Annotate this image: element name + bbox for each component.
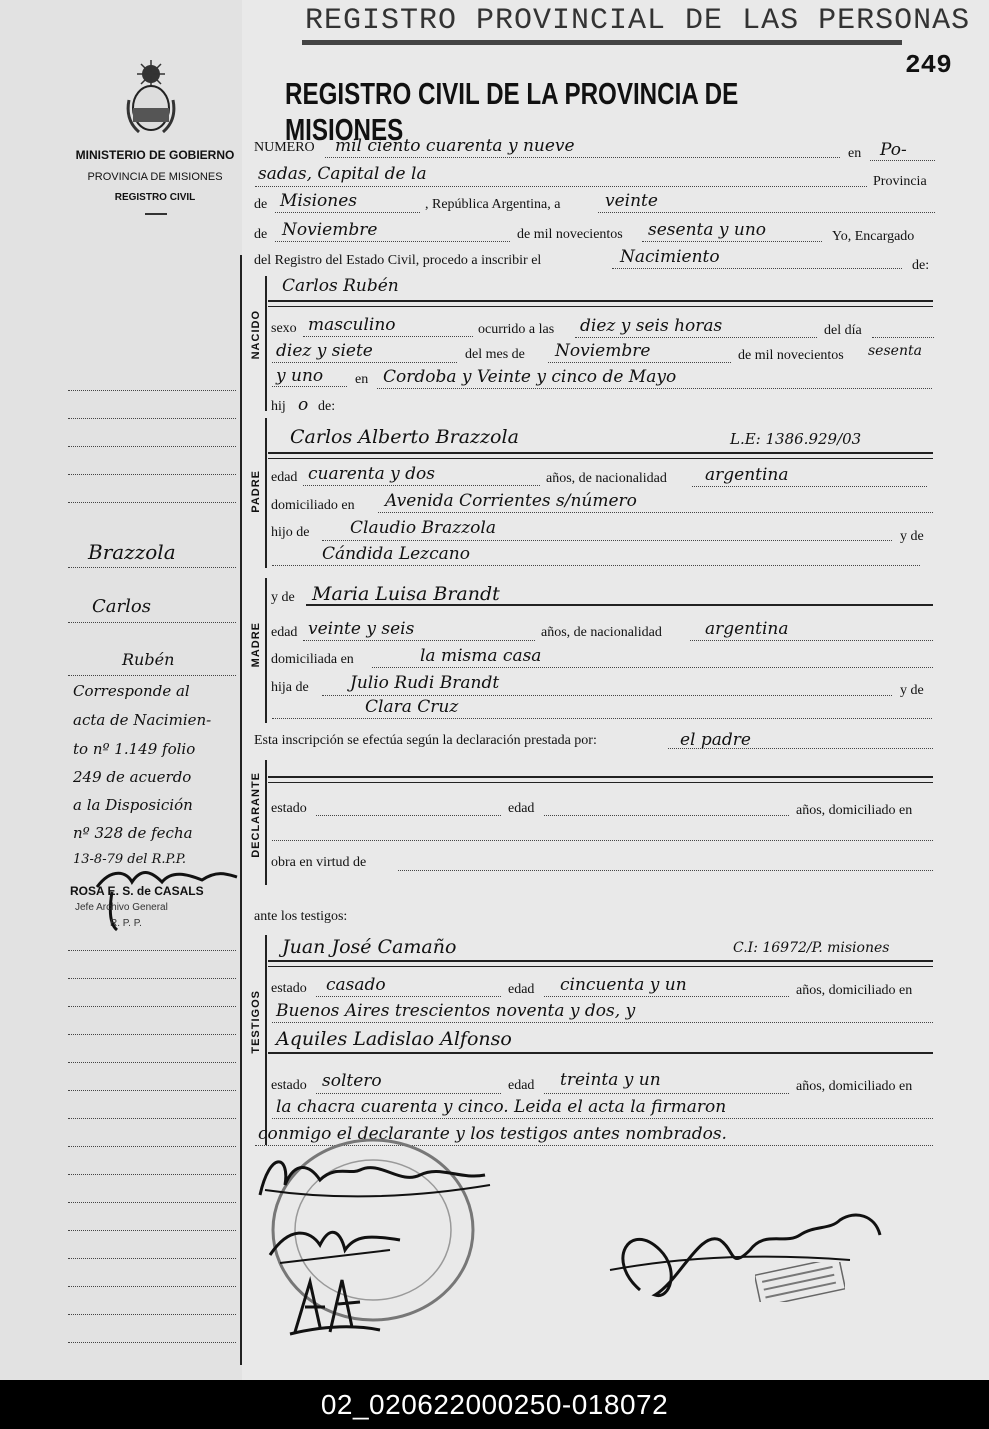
anio-value-a: sesenta <box>868 343 922 359</box>
margin-line-1: Corresponde al <box>73 682 190 700</box>
padre-mother-value: Cándida Lezcano <box>322 544 470 564</box>
page-title: REGISTRO CIVIL DE LA PROVINCIA DE MISIONES <box>285 76 739 147</box>
padre-name: Carlos Alberto Brazzola <box>290 426 519 448</box>
nacido-name: Carlos Rubén <box>282 276 399 296</box>
republica-label: , República Argentina, a <box>425 197 561 212</box>
madre-yde2-label: y de <box>900 683 924 698</box>
t1-estado-label: estado <box>271 981 307 996</box>
margin-divider <box>240 255 242 1365</box>
padre-anios-label: años, de nacionalidad <box>546 471 667 486</box>
madre-mother-value: Clara Cruz <box>365 697 459 717</box>
t2-anios-label: años, domiciliado en <box>796 1079 913 1094</box>
padre-hijo-label: hijo de <box>271 525 310 540</box>
declarante-anios-label: años, domiciliado en <box>796 803 913 818</box>
margin-given2: Rubén <box>122 650 175 669</box>
year-value: sesenta y uno <box>648 220 767 240</box>
declarante-edad-label: edad <box>508 801 535 816</box>
section-nacido: NACIDO <box>250 310 262 360</box>
t2-estado-label: estado <box>271 1078 307 1093</box>
t2-dom: la chacra cuarenta y cinco. Leida el acta la firmaron <box>276 1097 727 1117</box>
margin-line-4: 249 de acuerdo <box>73 768 192 786</box>
del-mes-label: del mes de <box>465 347 525 362</box>
margin-line-5: a la Disposición <box>73 796 193 814</box>
testigos-label: ante los testigos: <box>254 909 348 924</box>
hora-value: diez y seis horas <box>580 316 723 336</box>
margin-given1: Carlos <box>92 596 151 617</box>
registry-stamp: REGISTRO PROVINCIAL DE LAS PERSONAS <box>305 4 971 38</box>
numero-label: NUMERO <box>254 140 315 155</box>
section-testigos: TESTIGOS <box>250 990 262 1054</box>
madre-dom-value: la misma casa <box>420 646 542 666</box>
declarant-signature-icon <box>250 1145 510 1215</box>
ministry-name: MINISTERIO DE GOBIERNO <box>75 148 235 162</box>
numero-value: mil ciento cuarenta y nueve <box>335 136 575 156</box>
de2-label: de <box>254 227 268 242</box>
declaracion-label: Esta inscripción se efectúa según la declaración prestada por: <box>254 733 597 748</box>
section-padre: PADRE <box>250 470 262 513</box>
de-label: de <box>254 197 268 212</box>
padre-edad-label: edad <box>271 470 298 485</box>
city-value: sadas, Capital de la <box>258 164 427 184</box>
margin-surname: Brazzola <box>88 540 176 564</box>
page-number: 249 <box>905 50 952 80</box>
hijo-value: o <box>298 395 309 415</box>
madre-edad-value: veinte y seis <box>308 619 415 639</box>
declaracion-value: el padre <box>680 730 751 750</box>
t2-edad-label: edad <box>508 1078 535 1093</box>
padre-nac-value: argentina <box>705 465 789 485</box>
t2-estado: soltero <box>322 1071 382 1091</box>
del-dia-label: del día <box>824 323 862 338</box>
document-id-footer: 02_020622000250-018072 <box>0 1380 989 1429</box>
madre-nac-value: argentina <box>705 619 789 639</box>
margin-stamp-name: ROSA E. S. de CASALS <box>70 884 204 898</box>
act-type-value: Nacimiento <box>620 247 720 267</box>
madre-edad-label: edad <box>271 625 298 640</box>
margin-stamp-office: R. P. P. <box>110 918 142 929</box>
mes-value: Noviembre <box>555 341 651 361</box>
padre-dom-label: domiciliado en <box>271 498 355 513</box>
registrar-stamp-icon <box>755 1262 845 1302</box>
t1-edad-label: edad <box>508 982 535 997</box>
province-value: Misiones <box>280 191 357 211</box>
margin-stamp-role: Jefe Archivo General <box>75 902 168 913</box>
provincia-label: Provincia <box>873 174 927 189</box>
day-value: veinte <box>605 191 658 211</box>
t1-doc: C.I: 16972/P. misiones <box>733 940 890 956</box>
ocurrido-label: ocurrido a las <box>478 322 555 337</box>
mil-label: de mil novecientos <box>738 348 844 363</box>
padre-dom-value: Avenida Corrientes s/número <box>385 491 637 511</box>
dia-value: diez y siete <box>276 341 373 361</box>
t1-estado: casado <box>326 975 386 995</box>
section-declarante: DECLARANTE <box>250 772 262 858</box>
t2-name: Aquiles Ladislao Alfonso <box>276 1028 512 1050</box>
de3-label: de: <box>912 258 930 273</box>
margin-line-7: 13-8-79 del R.P.P. <box>73 852 186 867</box>
declarante-estado-label: estado <box>271 801 307 816</box>
en-value: Po- <box>880 140 907 160</box>
t2-edad: treinta y un <box>560 1070 661 1090</box>
t1-anios-label: años, domiciliado en <box>796 983 913 998</box>
padre-yde-label: y de <box>900 529 924 544</box>
madre-father-value: Julio Rudi Brandt <box>350 673 500 693</box>
madre-anios-label: años, de nacionalidad <box>541 625 662 640</box>
t1-edad: cincuenta y un <box>560 975 687 995</box>
lugar-value: Cordoba y Veinte y cinco de Mayo <box>383 367 677 387</box>
madre-hija-label: hija de <box>271 680 309 695</box>
yo-label: Yo, Encargado <box>832 229 915 244</box>
padre-father-value: Claudio Brazzola <box>350 518 496 538</box>
madre-name: Maria Luisa Brandt <box>312 583 500 605</box>
margin-line-2: acta de Nacimien- <box>73 711 212 729</box>
hijo-label: hij <box>271 399 286 414</box>
year-label: de mil novecientos <box>517 227 623 242</box>
witness2-signature-icon <box>280 1272 390 1342</box>
madre-yde-label: y de <box>271 590 295 605</box>
coat-of-arms-icon <box>125 60 177 136</box>
t1-dom: Buenos Aires trescientos noventa y dos, y <box>276 1001 636 1021</box>
padre-doc: L.E: 1386.929/03 <box>730 430 862 448</box>
ministry-divider <box>145 213 167 215</box>
margin-line-3: to nº 1.149 folio <box>73 740 196 758</box>
registro-label: del Registro del Estado Civil, procedo a inscribir el <box>254 253 542 268</box>
padre-edad-value: cuarenta y dos <box>308 464 435 484</box>
sexo-label: sexo <box>271 321 297 336</box>
hijo-de-label: de: <box>318 399 336 414</box>
en-label: en <box>848 146 862 161</box>
closing-text: conmigo el declarante y los testigos antes nombrados. <box>258 1124 727 1144</box>
madre-dom-label: domiciliada en <box>271 652 354 667</box>
anio-value-b: y uno <box>276 366 324 386</box>
ministry-registry: REGISTRO CIVIL <box>114 192 196 203</box>
registrar-signature-icon <box>600 1190 890 1320</box>
section-madre: MADRE <box>250 622 262 668</box>
margin-line-6: nº 328 de fecha <box>73 824 193 842</box>
en-lugar-label: en <box>355 372 369 387</box>
witness1-signature-icon <box>260 1215 410 1275</box>
month-value: Noviembre <box>282 220 378 240</box>
ministry-province: PROVINCIA DE MISIONES <box>87 171 223 183</box>
t1-name: Juan José Camaño <box>282 936 457 958</box>
sexo-value: masculino <box>308 315 396 335</box>
declarante-obra-label: obra en virtud de <box>271 855 367 870</box>
stamp-underline <box>302 40 902 45</box>
